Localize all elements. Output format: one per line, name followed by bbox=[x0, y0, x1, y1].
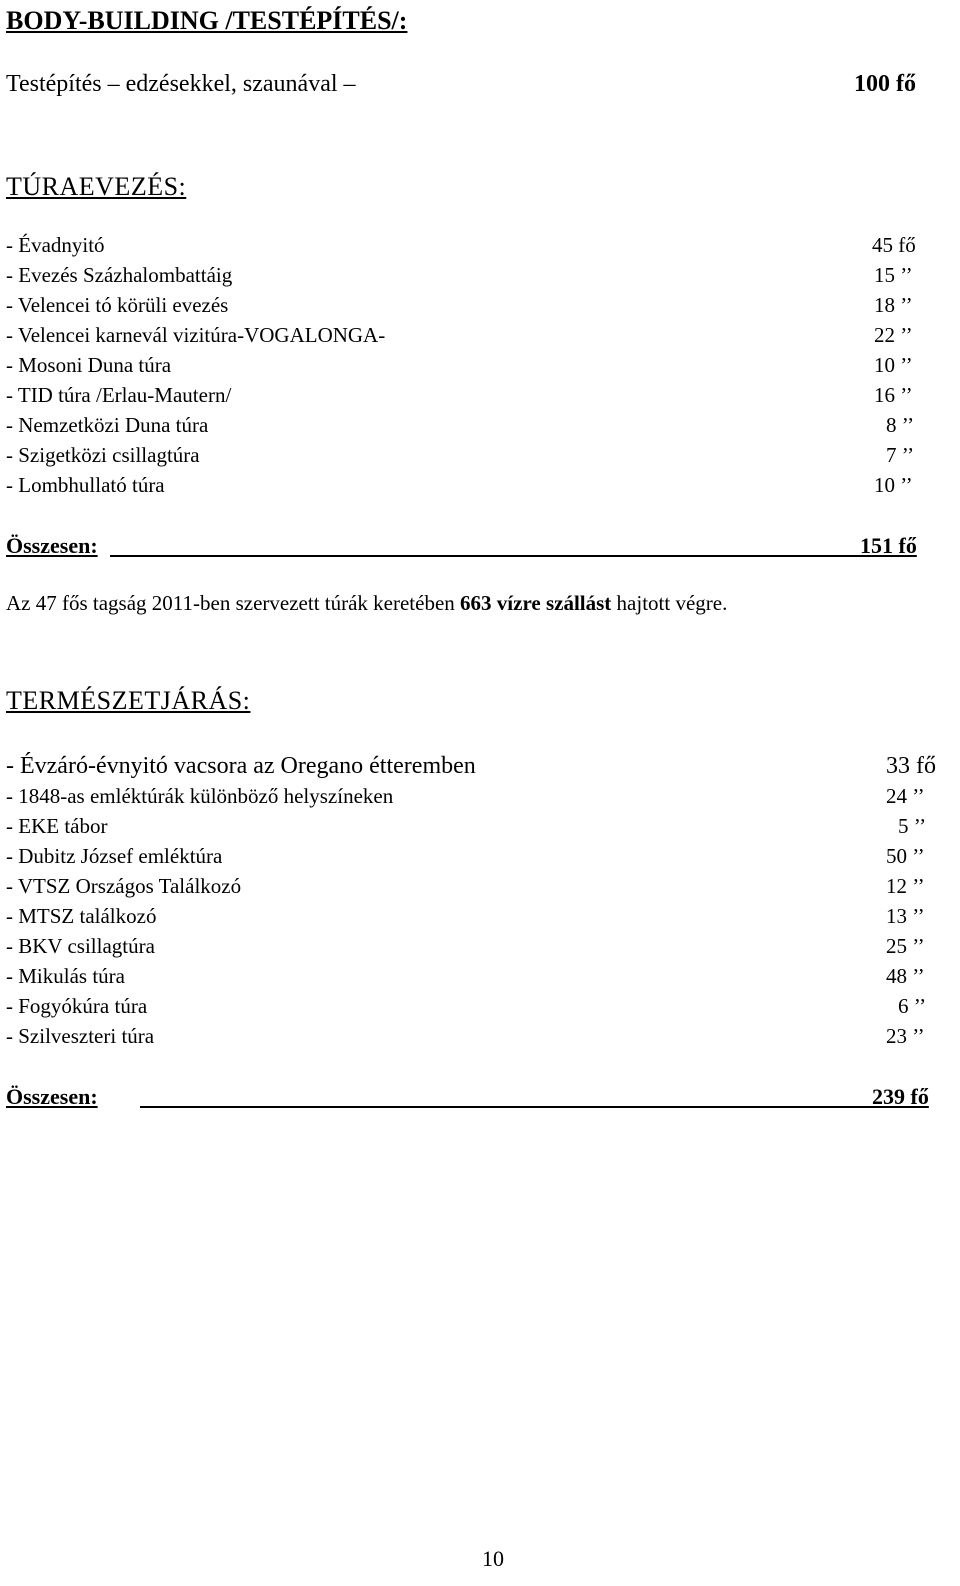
page-number: 10 bbox=[482, 1546, 504, 1571]
list-item-count: 6 ’’ bbox=[898, 994, 927, 1018]
list-item-count: 25 ’’ bbox=[886, 934, 925, 958]
list-item-label: - VTSZ Országos Találkozó bbox=[6, 874, 242, 898]
list-item-label: - 1848-as emléktúrák különböző helyszíneken bbox=[6, 784, 394, 808]
list-item-label: - Mosoni Duna túra bbox=[6, 353, 172, 377]
list-item-label: - Fogyókúra túra bbox=[6, 994, 148, 1018]
section-heading-termeszetjaras: TERMÉSZETJÁRÁS: bbox=[6, 686, 251, 715]
list-item-label: - BKV csillagtúra bbox=[6, 934, 155, 958]
list-item-label: - Lombhullató túra bbox=[6, 473, 165, 497]
list-item-count: 10 ’’ bbox=[874, 473, 913, 497]
list-item-count: 48 ’’ bbox=[886, 964, 925, 988]
list-item-label: - Evezés Százhalombattáig bbox=[6, 263, 233, 287]
list-item-count: 7 ’’ bbox=[886, 443, 915, 467]
summary-text-pre: Az 47 fős tagság 2011-ben szervezett túrák keretében bbox=[6, 591, 461, 615]
list-item-count: 22 ’’ bbox=[874, 323, 913, 347]
list-item-count: 12 ’’ bbox=[886, 874, 925, 898]
list-item-count: 24 ’’ bbox=[886, 784, 925, 808]
list-item-label: - Dubitz József emléktúra bbox=[6, 844, 223, 868]
total-label-termeszetjaras: Összesen: bbox=[6, 1084, 98, 1109]
list-item-label: - Velencei karnevál vizitúra-VOGALONGA- bbox=[6, 323, 386, 347]
list-item-label: - Nemzetközi Duna túra bbox=[6, 413, 209, 437]
list-item-label: - Évadnyitó bbox=[6, 233, 105, 257]
list-item-count: 15 ’’ bbox=[874, 263, 913, 287]
list-item-count: 18 ’’ bbox=[874, 293, 913, 317]
total-underline bbox=[110, 555, 860, 557]
body-building-description: Testépítés – edzésekkel, szaunával – bbox=[6, 71, 356, 97]
list-item-count: 10 ’’ bbox=[874, 353, 913, 377]
list-item-label: - Szigetközi csillagtúra bbox=[6, 443, 200, 467]
list-item-count: 50 ’’ bbox=[886, 844, 925, 868]
list-item-count: 8 ’’ bbox=[886, 413, 915, 437]
total-underline bbox=[140, 1106, 872, 1108]
list-item-count: 5 ’’ bbox=[898, 814, 927, 838]
list-item-label: - Szilveszteri túra bbox=[6, 1024, 155, 1048]
summary-text bbox=[6, 589, 727, 617]
summary-text-post: hajtott végre. bbox=[611, 591, 728, 615]
list-item-count: 23 ’’ bbox=[886, 1024, 925, 1048]
list-item-label: - TID túra /Erlau-Mautern/ bbox=[6, 383, 232, 407]
total-value-turaevezes: 151 fő bbox=[860, 533, 917, 558]
total-label-turaevezes: Összesen: bbox=[6, 533, 98, 558]
summary-text-highlight: 663 vízre szállást bbox=[460, 591, 612, 615]
list-item-count: 45 fő bbox=[872, 233, 916, 257]
body-building-count: 100 fő bbox=[854, 71, 916, 97]
list-item-label: - EKE tábor bbox=[6, 814, 108, 838]
section-heading-turaevezes: TÚRAEVEZÉS: bbox=[6, 172, 187, 201]
list-item-label: - Mikulás túra bbox=[6, 964, 125, 988]
total-value-termeszetjaras: 239 fő bbox=[872, 1084, 929, 1109]
list-item-count: 13 ’’ bbox=[886, 904, 925, 928]
list-item-label: - MTSZ találkozó bbox=[6, 904, 157, 928]
list-item-count: 33 fő bbox=[886, 753, 936, 779]
list-item-label: - Évzáró-évnyitó vacsora az Oregano étteremben bbox=[6, 753, 476, 779]
list-item-count: 16 ’’ bbox=[874, 383, 913, 407]
section-heading-body-building: BODY-BUILDING /TESTÉPÍTÉS/: bbox=[6, 6, 408, 35]
list-item-label: - Velencei tó körüli evezés bbox=[6, 293, 229, 317]
